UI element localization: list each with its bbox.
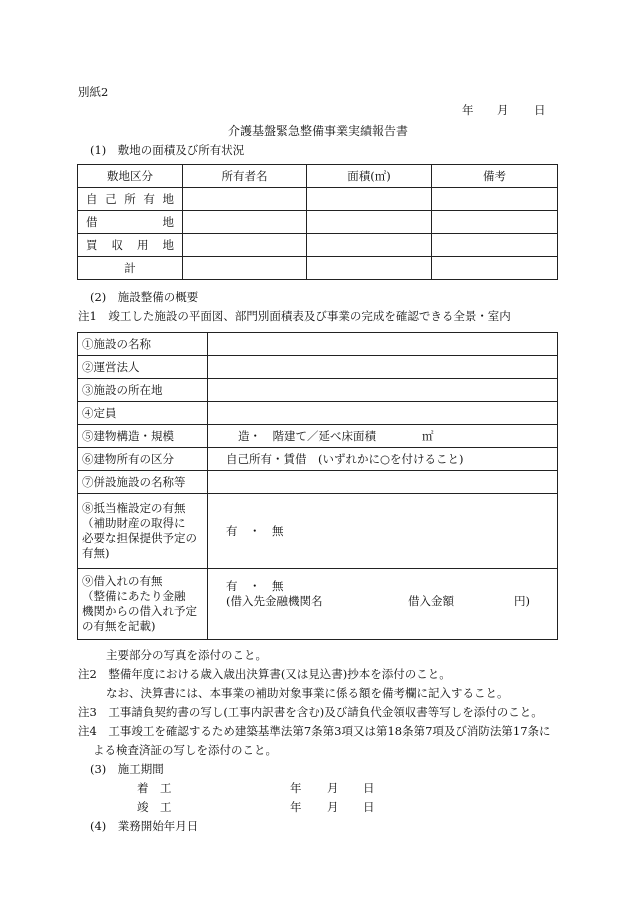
remarks-cell[interactable] — [432, 211, 558, 234]
table-row — [78, 257, 558, 280]
table-row — [78, 448, 558, 471]
section1-heading: (1) 敷地の面積及び所有状況 — [90, 143, 245, 157]
note4: 注4 工事竣工を確認するため建築基準法第7条第3項又は第18条第7項及び消防法第17条に — [78, 724, 551, 738]
document-title: 介護基盤緊急整備事業実績報告書 — [228, 124, 409, 138]
header-area: 面積(㎡) — [307, 165, 432, 188]
value-structure[interactable]: 造・ 階建て／延べ床面積 ㎡ — [208, 425, 558, 448]
value-capacity[interactable] — [208, 402, 558, 425]
value-annex[interactable] — [208, 471, 558, 494]
owner-cell[interactable] — [183, 234, 307, 257]
note1: 注1 竣工した施設の平面図、部門別面積表及び事業の完成を確認できる全景・室内 — [78, 309, 511, 323]
label-borrowing — [78, 569, 208, 640]
row-label-total: 計 — [78, 257, 183, 280]
owner-cell[interactable] — [183, 257, 307, 280]
owner-cell[interactable] — [183, 211, 307, 234]
label-line: の有無を記載) — [82, 619, 156, 633]
note3: 注3 工事請負契約書の写し(工事内訳書を含む)及び請負代金領収書等写しを添付のこと。 — [78, 705, 543, 719]
note2-continued: なお、決算書には、本事業の補助対象事業に係る額を備考欄に記入すること。 — [106, 686, 509, 700]
date-month: 月 — [497, 103, 509, 117]
attachment-label: 別紙2 — [78, 85, 109, 99]
label-facility-name: ①施設の名称 — [78, 333, 208, 356]
label-line: 必要な担保提供予定の — [82, 531, 197, 545]
header-remarks: 備考 — [432, 165, 558, 188]
borrowing-detail — [226, 594, 553, 609]
end-day: 日 — [363, 800, 375, 814]
section2-heading: (2) 施設整備の概要 — [90, 290, 199, 304]
value-mortgage[interactable]: 有 ・ 無 — [208, 494, 558, 569]
photos-note: 主要部分の写真を添付のこと。 — [106, 648, 267, 662]
label-mortgage — [78, 494, 208, 569]
label-capacity: ④定員 — [78, 402, 208, 425]
loan-amount-label: 借入金額 — [408, 594, 454, 608]
label-line: 有無) — [82, 546, 110, 560]
label-annex: ⑦併設施設の名称等 — [78, 471, 208, 494]
facility-table — [77, 332, 558, 640]
value-facility-name[interactable] — [208, 333, 558, 356]
table-row — [78, 402, 558, 425]
area-cell[interactable] — [307, 211, 432, 234]
yen-unit: 円) — [514, 594, 530, 608]
land-table — [77, 164, 558, 280]
value-ownership[interactable]: 自己所有・賃借 (いずれかに○を付けること) — [208, 448, 558, 471]
label-line: 機関からの借入れ予定 — [82, 604, 197, 618]
section3-heading: (3) 施工期間 — [90, 762, 164, 776]
row-label-leased-land: 借地 — [78, 211, 183, 234]
construction-start-label: 着 工 — [137, 781, 172, 795]
remarks-cell[interactable] — [432, 234, 558, 257]
table-row — [78, 569, 558, 640]
header-land-category: 敷地区分 — [78, 165, 183, 188]
completion-label: 竣 工 — [137, 800, 172, 814]
note4-continued: よる検査済証の写しを添付のこと。 — [93, 743, 277, 757]
land-table-header — [78, 165, 558, 188]
remarks-cell[interactable] — [432, 257, 558, 280]
area-cell[interactable] — [307, 257, 432, 280]
table-row — [78, 494, 558, 569]
table-row — [78, 188, 558, 211]
header-owner: 所有者名 — [183, 165, 307, 188]
row-label-own-land: 自己所有地 — [78, 188, 183, 211]
label-structure: ⑤建物構造・規模 — [78, 425, 208, 448]
row-label-purchased-land: 買収用地 — [78, 234, 183, 257]
table-row — [78, 234, 558, 257]
label-operator: ②運営法人 — [78, 356, 208, 379]
value-operator[interactable] — [208, 356, 558, 379]
label-location: ③施設の所在地 — [78, 379, 208, 402]
start-year: 年 — [290, 781, 302, 795]
lender-name-label: (借入先金融機関名 — [226, 594, 323, 608]
table-row — [78, 211, 558, 234]
label-ownership: ⑥建物所有の区分 — [78, 448, 208, 471]
owner-cell[interactable] — [183, 188, 307, 211]
date-year: 年 — [462, 103, 474, 117]
table-row — [78, 333, 558, 356]
table-row — [78, 356, 558, 379]
note2: 注2 整備年度における歳入歳出決算書(又は見込書)抄本を添付のこと。 — [78, 667, 451, 681]
table-row — [78, 425, 558, 448]
table-row — [78, 471, 558, 494]
label-line: ⑧抵当権設定の有無 — [82, 501, 186, 515]
remarks-cell[interactable] — [432, 188, 558, 211]
start-month: 月 — [327, 781, 339, 795]
value-borrowing[interactable] — [208, 569, 558, 640]
end-year: 年 — [290, 800, 302, 814]
area-cell[interactable] — [307, 234, 432, 257]
label-line: （補助財産の取得に — [82, 516, 186, 530]
section4-heading: (4) 業務開始年月日 — [90, 819, 199, 833]
area-cell[interactable] — [307, 188, 432, 211]
label-line: （整備にあたり金融 — [82, 589, 186, 603]
label-line: ⑨借入れの有無 — [82, 574, 163, 588]
end-month: 月 — [327, 800, 339, 814]
table-row — [78, 379, 558, 402]
borrowing-yes-no: 有 ・ 無 — [226, 579, 284, 593]
value-location[interactable] — [208, 379, 558, 402]
start-day: 日 — [363, 781, 375, 795]
date-day: 日 — [534, 103, 546, 117]
